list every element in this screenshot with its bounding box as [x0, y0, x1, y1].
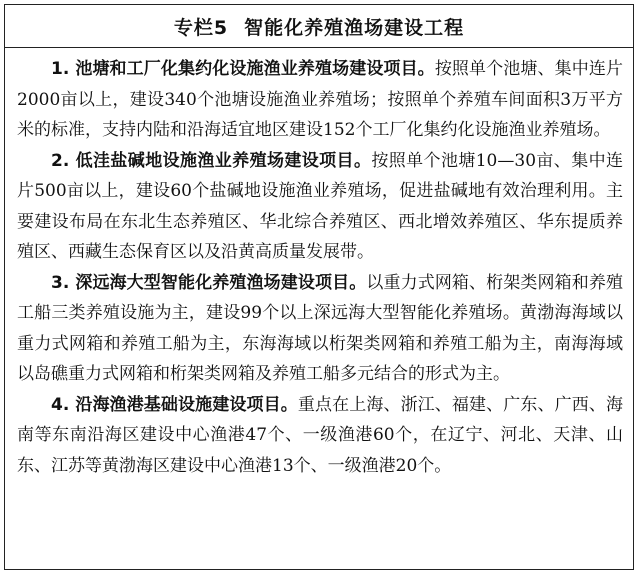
column-title-text: 智能化养殖渔场建设工程: [244, 16, 465, 39]
item-paragraph: [17, 54, 623, 146]
item-body: 以重力式网箱、桁架类网箱和养殖工船三类养殖设施为主，建设99个以上深远海大型智能化养殖场。黄渤海海域以重力式网箱和养殖工船为主，东海海域以桁架类网箱和养殖工船为主，南海海域以岛礁重力式网箱和桁架类网箱及养殖工船多元结合的形式为主。: [17, 272, 623, 384]
column-title: [5, 5, 633, 48]
item-heading: 2. 低洼盐碱地设施渔业养殖场建设项目。: [51, 150, 372, 171]
item-paragraph: [17, 390, 623, 482]
item-body: 按照单个池塘、集中连片2000亩以上，建设340个池塘设施渔业养殖场；按照单个养殖车间面积3万平方米的标准，支持内陆和沿海适宜地区建设152个工厂化集约化设施渔业养殖场。: [17, 59, 623, 140]
item-paragraph: [17, 146, 623, 268]
column-title-label: 专栏5: [173, 16, 229, 39]
item-heading: 4. 沿海渔港基础设施建设项目。: [51, 394, 298, 415]
item-paragraph: [17, 268, 623, 390]
column-content: [5, 48, 633, 481]
special-column-box: [4, 4, 634, 570]
item-body: 重点在上海、浙江、福建、广东、广西、海南等东南沿海区建设中心渔港47个、一级渔港60个，在辽宁、河北、天津、山东、江苏等黄渤海区建设中心渔港13个、一级渔港20个。: [17, 394, 623, 476]
item-body: 按照单个池塘10—30亩、集中连片500亩以上，建设60个盐碱地设施渔业养殖场，促进盐碱地有效治理利用。主要建设布局在东北生态养殖区、华北综合养殖区、西北增效养殖区、华东提质养殖区、西藏生态保育区以及沿黄高质量发展带。: [17, 150, 623, 262]
item-heading: 1. 池塘和工厂化集约化设施渔业养殖场建设项目。: [51, 59, 435, 79]
item-heading: 3. 深远海大型智能化养殖渔场建设项目。: [51, 272, 367, 293]
